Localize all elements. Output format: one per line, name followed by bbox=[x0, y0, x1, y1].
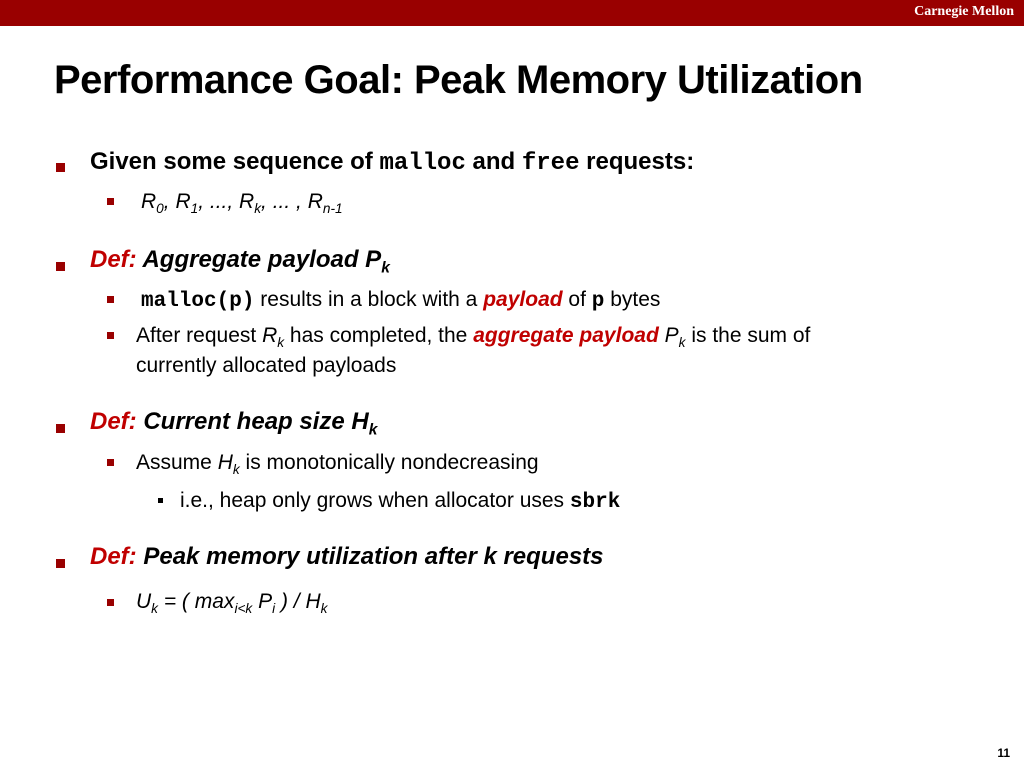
slide-title: Performance Goal: Peak Memory Utilization bbox=[54, 58, 863, 102]
keyword-aggregate-payload: aggregate payload bbox=[473, 324, 659, 347]
header-bar bbox=[0, 0, 1024, 26]
bullet-def-heap-size: Def: Current heap size $H_k$ bbox=[90, 408, 378, 439]
request-sequence: $R_0$, $R_1$, ..., $R_k$, ... , $R_{n-1}$ bbox=[141, 190, 343, 216]
bullet-def-peak-utilization bbox=[90, 543, 604, 571]
sub-bullet-after-request-cont: currently allocated payloads bbox=[136, 354, 397, 377]
keyword-payload: payload bbox=[483, 288, 563, 311]
bullet-marker bbox=[56, 262, 65, 271]
utilization-formula: $U_k$ = ( $\max_{i<k} P_i$ ) / $H_k$ bbox=[136, 590, 328, 616]
bullet-marker bbox=[56, 163, 65, 172]
code-free: free bbox=[521, 150, 580, 177]
sub-sub-bullet-sbrk: i.e., heap only grows when allocator uses sbrk bbox=[180, 489, 621, 514]
code-p: p bbox=[591, 290, 605, 313]
bullet-text: requests: bbox=[586, 148, 695, 175]
sub-bullet-marker bbox=[107, 459, 114, 466]
sub-bullet-after-request: After request $R_k$ has completed, the aggregate payload $P_k$ is the sum of bbox=[136, 324, 811, 350]
code-malloc: malloc bbox=[379, 150, 466, 177]
bullet-text: Given some sequence of bbox=[90, 148, 373, 175]
code-sbrk: sbrk bbox=[569, 491, 621, 514]
sub-sub-bullet-marker bbox=[158, 498, 163, 503]
sub-bullet-marker bbox=[107, 332, 114, 339]
def-term: Current heap size H bbox=[143, 408, 369, 435]
bullet-def-aggregate-payload: Def: Aggregate payload $P_k$ bbox=[90, 246, 390, 277]
sub-bullet-marker bbox=[107, 599, 114, 606]
bullet-text: and bbox=[472, 148, 516, 175]
def-term: Aggregate payload P bbox=[142, 246, 382, 273]
def-label: Def: bbox=[90, 408, 137, 435]
sub-bullet-marker bbox=[107, 198, 114, 205]
sub-bullet-monotonic: Assume $H_k$ is monotonically nondecreasing bbox=[136, 451, 539, 477]
sub-bullet-malloc-payload: malloc(p) results in a block with a payload of p bytes bbox=[141, 288, 661, 313]
code-malloc-p: malloc(p) bbox=[141, 290, 255, 313]
def-term: Peak memory utilization after k requests bbox=[143, 543, 604, 570]
def-label: Def: bbox=[90, 543, 137, 570]
bullet-marker bbox=[56, 559, 65, 568]
page-number: 11 bbox=[997, 746, 1010, 760]
org-name: Carnegie Mellon bbox=[914, 4, 1014, 19]
def-label: Def: bbox=[90, 246, 137, 273]
sub-bullet-marker bbox=[107, 296, 114, 303]
bullet-given-sequence bbox=[90, 148, 694, 177]
bullet-marker bbox=[56, 424, 65, 433]
